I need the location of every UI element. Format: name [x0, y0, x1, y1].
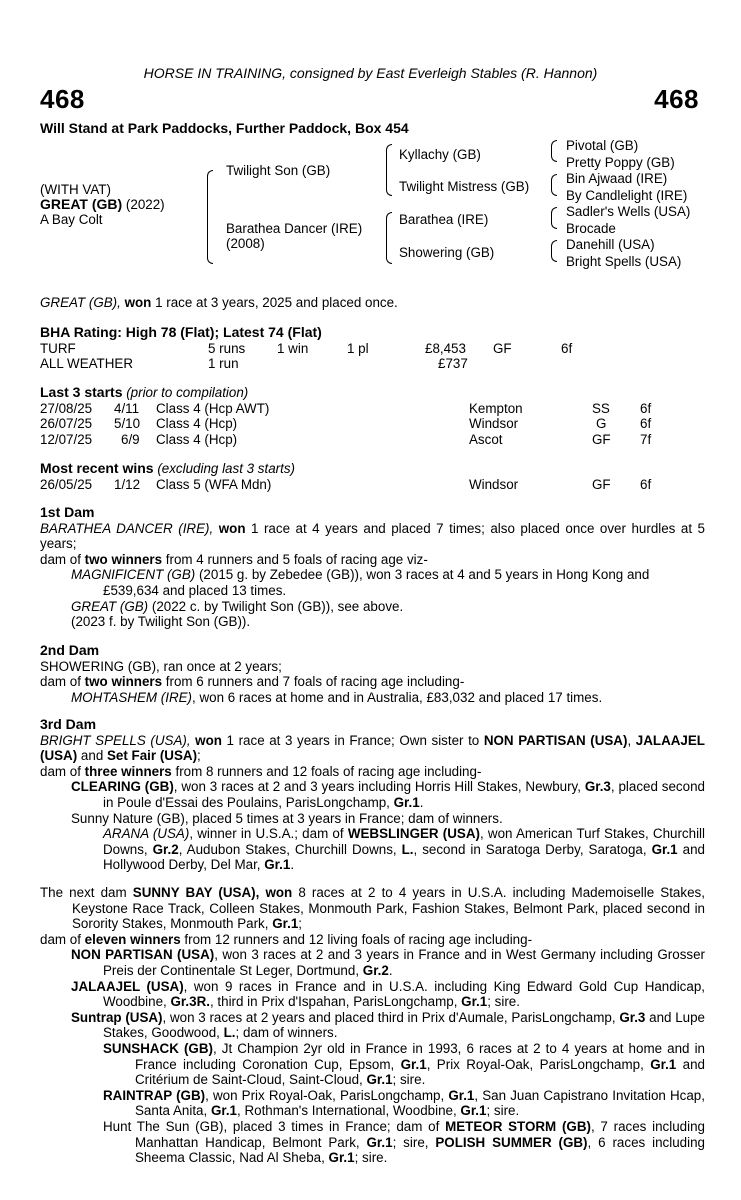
third-dam-title: 3rd Dam — [40, 716, 97, 732]
recent-wins-section — [40, 461, 705, 492]
turf-runs: 5 runs — [208, 340, 246, 356]
turf-wins: 1 win — [277, 340, 309, 356]
pedigree-brace-dam — [386, 212, 392, 264]
turf-going: GF — [493, 340, 512, 356]
horse-name-line — [40, 197, 165, 213]
second-dam-record: SHOWERING (GB), ran once at 2 years; — [40, 658, 282, 674]
last-starts-heading — [40, 385, 705, 401]
win-class: Class 5 (WFA Mdn) — [156, 476, 272, 492]
rating-section — [40, 325, 705, 372]
second-dam-title: 2nd Dam — [40, 642, 100, 658]
pedigree-granddam-1: Twilight Mistress (GB) — [399, 179, 530, 194]
pedigree-grandsire-2: Barathea (IRE) — [399, 212, 489, 227]
first-dam-title: 1st Dam — [40, 504, 95, 520]
horse-year: (2022) — [125, 197, 165, 212]
next-dam-foal-2: JALAAJEL (USA), won 9 races in France and in U.S.A. including King Edward Gold Cup Handicap, Woodbine, Gr.3R., third in Prix d'Ispahan, ParisLongchamp, Gr.1; sire. — [71, 978, 705, 1010]
first-dam-produce-summary: dam of two winners from 4 runners and 5 foals of racing age viz- — [40, 551, 428, 567]
pedigree-brace-parents — [207, 170, 213, 264]
start-row — [40, 432, 705, 448]
horse-name: GREAT (GB) — [40, 196, 123, 212]
recent-wins-title: Most recent wins — [40, 460, 154, 476]
rating-title: BHA Rating: High 78 (Flat); Latest 74 (Flat) — [40, 324, 322, 340]
summary-won: won — [124, 295, 152, 310]
win-distance: 6f — [640, 476, 652, 492]
start-going: SS — [592, 400, 610, 416]
last-starts-title: Last 3 starts — [40, 384, 123, 400]
last-starts-note: (prior to compilation) — [126, 385, 249, 400]
last-starts-section — [40, 385, 705, 447]
aw-runs: 1 run — [208, 356, 239, 372]
third-dam-section — [40, 717, 705, 873]
third-dam-foal-1: CLEARING (GB), won 3 races at 2 and 3 years including Horris Hill Stakes, Newbury, Gr.3, placed second in Poule d'Essai des Poulains, ParisLongchamp, Gr.1. — [71, 779, 705, 810]
turf-places: 1 pl — [347, 340, 369, 356]
next-dam-foal-1: NON PARTISAN (USA), won 3 races at 2 and 3 years in France and in West Germany including Grosser Preis der Continentale St Leger, Dortmund, Gr.2. — [71, 947, 705, 978]
start-date: 26/07/25 — [40, 416, 93, 432]
next-dam-produce-summary: dam of eleven winners from 12 runners and 12 living foals of racing age including- — [40, 931, 533, 947]
win-course: Windsor — [469, 476, 519, 492]
summary-horse: GREAT (GB), — [40, 295, 121, 310]
next-dam-grandfoal-2: RAINTRAP (GB), won Prix Royal-Oak, ParisLongchamp, Gr.1, San Juan Capistrano Invitation Hcap, Santa Anita, Gr.1, Rothman's International, Woodbine, Gr.1; sire. — [103, 1087, 705, 1119]
win-going: GF — [592, 476, 611, 492]
pedigree-brace-g1 — [551, 140, 557, 162]
pedigree-gg-8: Bright Spells (USA) — [566, 254, 682, 269]
win-position: 1/12 — [114, 476, 141, 492]
start-date: 27/08/25 — [40, 400, 93, 416]
pedigree-dam-year: (2008) — [226, 236, 265, 251]
pedigree-granddam-2: Showering (GB) — [399, 245, 495, 260]
start-position: 6/9 — [121, 431, 140, 447]
start-row — [40, 401, 705, 417]
start-position: 4/11 — [114, 400, 140, 416]
pedigree-gg-1: Pivotal (GB) — [566, 138, 639, 153]
next-dam-grandfoal-3: Hunt The Sun (GB), placed 3 times in France; dam of METEOR STORM (GB), 7 races including Manhattan Handicap, Belmont Park, Gr.1; sire, POLISH SUMMER (GB), 6 races including Sheema Classic, Nad Al Sheba, Gr.1; sire. — [103, 1118, 705, 1166]
start-class: Class 4 (Hcp AWT) — [156, 400, 270, 416]
pedigree-brace-g2 — [551, 174, 557, 196]
win-row — [40, 477, 705, 493]
aw-label: ALL WEATHER — [40, 356, 134, 372]
recent-wins-note: (excluding last 3 starts) — [157, 461, 296, 476]
start-course: Kempton — [469, 400, 523, 416]
first-dam-foal-1: MAGNIFICENT (GB) (2015 g. by Zebedee (GB)), won 3 races at 4 and 5 years in Hong Kong and £539,634 and placed 13 times. — [71, 567, 650, 598]
start-distance: 7f — [640, 431, 652, 447]
third-dam-foal-2: Sunny Nature (GB), placed 5 times at 3 years in France; dam of winners. — [71, 810, 503, 826]
start-position: 5/10 — [114, 416, 141, 432]
pedigree-brace-g4 — [551, 240, 557, 262]
next-dam-foal-3: Suntrap (USA), won 3 races at 2 years and placed third in Prix d'Aumale, ParisLongchamp, Gr.3 and Lupe Stakes, Goodwood, L.; dam of winners. — [71, 1009, 705, 1041]
pedigree-gg-2: Pretty Poppy (GB) — [566, 155, 675, 170]
horse-description: A Bay Colt — [40, 212, 103, 227]
third-dam-produce-summary: dam of three winners from 8 runners and 12 foals of racing age including- — [40, 763, 482, 779]
start-date: 12/07/25 — [40, 431, 93, 447]
pedigree-brace-sire — [386, 144, 392, 196]
vat-note: (WITH VAT) — [40, 182, 111, 197]
first-dam-record: BARATHEA DANCER (IRE), won 1 race at 4 years and placed 7 times; also placed once over hurdles at 5 years; — [40, 520, 705, 552]
first-dam-section — [40, 505, 705, 630]
second-dam-foal-1: MOHTASHEM (IRE), won 6 races at home and in Australia, £83,032 and placed 17 times. — [71, 689, 603, 705]
turf-distance: 6f — [561, 340, 573, 356]
pedigree-gg-4: By Candlelight (IRE) — [566, 188, 688, 203]
pedigree-dam: Barathea Dancer (IRE) — [226, 221, 363, 236]
pedigree-gg-6: Brocade — [566, 221, 616, 236]
summary-text: 1 race at 3 years, 2025 and placed once. — [155, 295, 398, 310]
start-distance: 6f — [640, 416, 652, 432]
pedigree-gg-7: Danehill (USA) — [566, 237, 655, 252]
consignor-line: HORSE IN TRAINING, consigned by East Everleigh Stables (R. Hannon) — [143, 65, 598, 81]
start-class: Class 4 (Hcp) — [156, 416, 238, 432]
win-date: 26/05/25 — [40, 476, 93, 492]
lot-number-left: 468 — [40, 84, 85, 114]
rating-turf-row — [40, 341, 705, 357]
first-dam-foal-2: GREAT (GB) (2022 c. by Twilight Son (GB)), see above. — [71, 598, 404, 614]
turf-earnings: £8,453 — [425, 340, 466, 356]
next-dam-section — [40, 885, 705, 1166]
third-dam-record: BRIGHT SPELLS (USA), won 1 race at 3 years in France; Own sister to NON PARTISAN (USA), JALAAJEL (USA) and Set Fair (USA); — [40, 732, 705, 764]
pedigree-gg-3: Bin Ajwaad (IRE) — [566, 171, 668, 186]
start-distance: 6f — [640, 400, 652, 416]
recent-wins-heading — [40, 461, 705, 477]
turf-label: TURF — [40, 340, 76, 356]
first-dam-foal-3: (2023 f. by Twilight Son (GB)). — [71, 614, 251, 630]
second-dam-produce-summary: dam of two winners from 6 runners and 7 foals of racing age including- — [40, 674, 465, 690]
pedigree-gg-5: Sadler's Wells (USA) — [566, 204, 691, 219]
start-course: Windsor — [469, 416, 519, 432]
next-dam-grandfoal-1: SUNSHACK (GB), Jt Champion 2yr old in France in 1993, 6 races at 2 to 4 years at home and in France including Coronation Cup, Epsom, Gr.1, Prix Royal-Oak, ParisLongchamp, Gr.1 and Critérium de Saint-Cloud, Saint-Cloud, Gr.1; sire. — [103, 1040, 706, 1088]
next-dam-record: The next dam SUNNY BAY (USA), won 8 races at 2 to 4 years in U.S.A. including Mademoiselle Stakes, Keystone Race Track, Colleen Stakes, Monmouth Park, Fashion Stakes, Belmont Park, placed second in Sorority Stakes, Monmouth Park, Gr.1; — [40, 885, 705, 932]
pedigree-grandsire-1: Kyllachy (GB) — [399, 147, 481, 162]
start-row — [40, 416, 705, 432]
start-course: Ascot — [469, 431, 503, 447]
stand-location: Will Stand at Park Paddocks, Further Paddock, Box 454 — [40, 120, 409, 136]
start-going: GF — [592, 431, 611, 447]
aw-earnings: £737 — [438, 356, 468, 372]
start-going: G — [596, 416, 607, 432]
start-class: Class 4 (Hcp) — [156, 431, 238, 447]
lot-number-right: 468 — [654, 84, 699, 114]
pedigree-sire: Twilight Son (GB) — [226, 163, 331, 178]
third-dam-grandfoal-1: ARANA (USA), winner in U.S.A.; dam of WEBSLINGER (USA), won American Turf Stakes, Churchill Downs, Gr.2, Audubon Stakes, Churchill Downs, L., second in Saratoga Derby, Saratoga, Gr.1 and Hollywood Derby, Del Mar, Gr.1. — [103, 826, 705, 873]
rating-aw-row — [40, 356, 705, 372]
pedigree-brace-g3 — [551, 207, 557, 229]
race-summary — [40, 295, 705, 311]
second-dam-section — [40, 643, 705, 705]
